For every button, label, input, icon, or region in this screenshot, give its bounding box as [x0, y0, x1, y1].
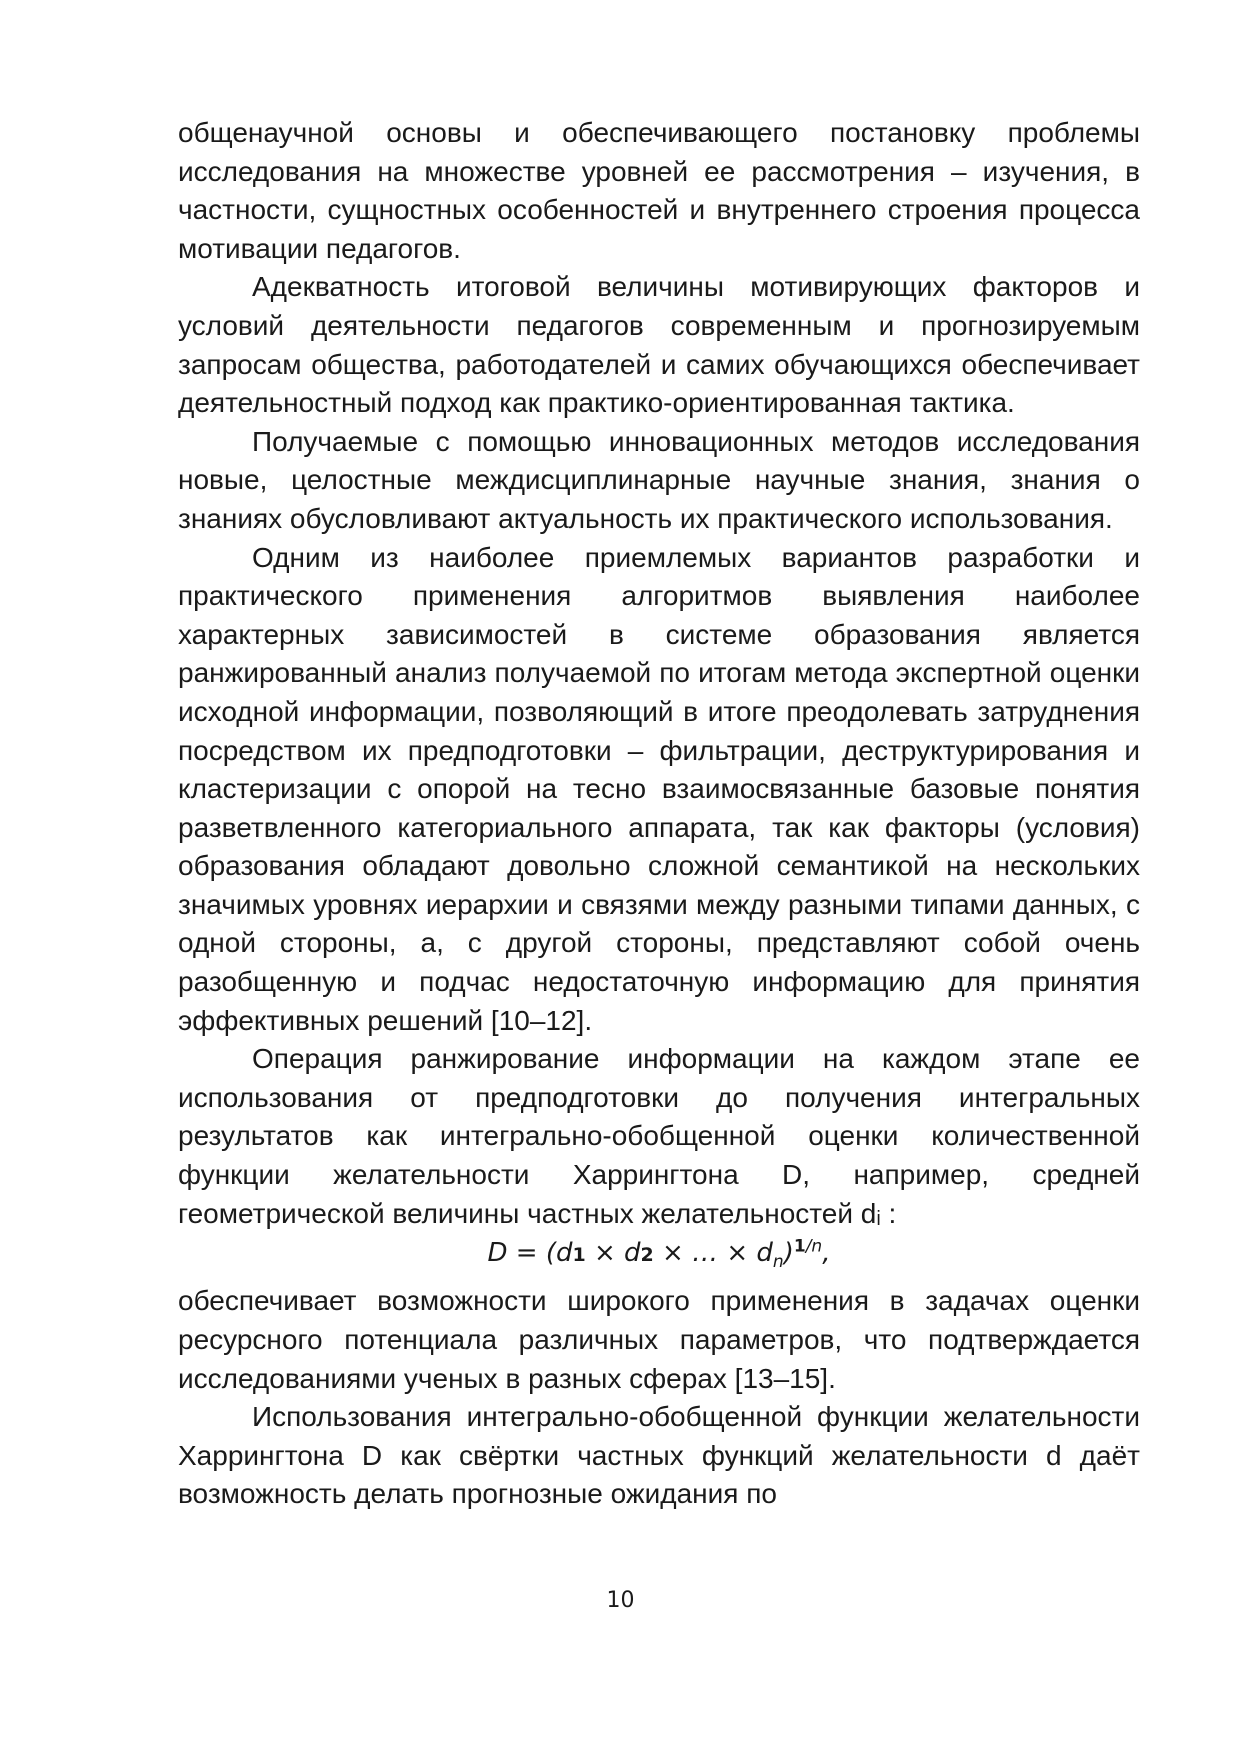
paragraph-4: Одним из наиболее приемлемых вариантов разработки и практического применения алгоритмов выявления наиболее характерных зависимостей в системе образования является ранжированный анализ получаемой по итогам метода экспертной оценки исходной информации, позволяющий в итоге преодолевать затруднения посредством их предподготовки – фильтрации, деструктурирования и кластеризации с опорой на тесно взаимосвязанные базовые понятия разветвленного категориального аппарата, так как факторы (условия) образования обладают довольно сложной семантикой на нескольких значимых уровнях иерархии и связями между разными типами данных, с одной стороны, а, с другой стороны, представляют собой очень разобщенную и подчас недостаточную информацию для принятия эффективных решений [10–12]. [178, 541, 1140, 1036]
body-text [178, 114, 1140, 1514]
paragraph-2: Адекватность итоговой величины мотивирующих факторов и условий деятельности педагогов современным и прогнозируемым запросам общества, работодателей и самих обучающихся обеспечивает деятельностный подход как практико-ориентированная тактика. [178, 271, 1140, 419]
formula-sub-2: 2 [640, 1244, 654, 1267]
formula-close: ) [783, 1238, 794, 1269]
paragraph-5: Операция ранжирование информации на каждом этапе ее использования от предподготовки до получения интегральных результатов как интегрально-обобщенной оценки количественной функции желательности Харрингтона D, например, средней геометрической величины частных желательностей dᵢ : [178, 1043, 1140, 1229]
formula-exp-rest: /n [805, 1236, 823, 1257]
formula-lhs: D = (d [487, 1238, 573, 1269]
paragraph-7: Использования интегрально-обобщенной функции желательности Харрингтона D как свёртки частных функций желательности d даёт возможность делать прогнозные ожидания по [178, 1401, 1140, 1510]
harrington-formula [178, 1233, 1140, 1282]
formula-tail: , [822, 1238, 831, 1269]
formula-mid-1: × d [585, 1238, 641, 1269]
paragraph-1: общенаучной основы и обеспечивающего постановку проблемы исследования на множестве уровней ее рассмотрения – изучения, в частности, сущностных особенностей и внутреннего строения процесса мотивации педагогов. [178, 117, 1140, 264]
formula-sub-1: 1 [572, 1244, 586, 1267]
paragraph-6: обеспечивает возможности широкого применения в задачах оценки ресурсного потенциала различных параметров, что подтверждается исследованиями ученых в разных сферах [13–15]. [178, 1285, 1140, 1394]
formula-sub-n: n [772, 1252, 784, 1273]
page-number: 10 [606, 1588, 635, 1613]
formula-exponent [794, 1237, 822, 1257]
paragraph-3: Получаемые с помощью инновационных методов исследования новые, целостные междисциплинарные научные знания, знания о знаниях обусловливают актуальность их практического использования. [178, 425, 1140, 534]
formula-exp-bold: 1 [793, 1236, 806, 1257]
formula-mid-2: × … × d [653, 1238, 773, 1269]
